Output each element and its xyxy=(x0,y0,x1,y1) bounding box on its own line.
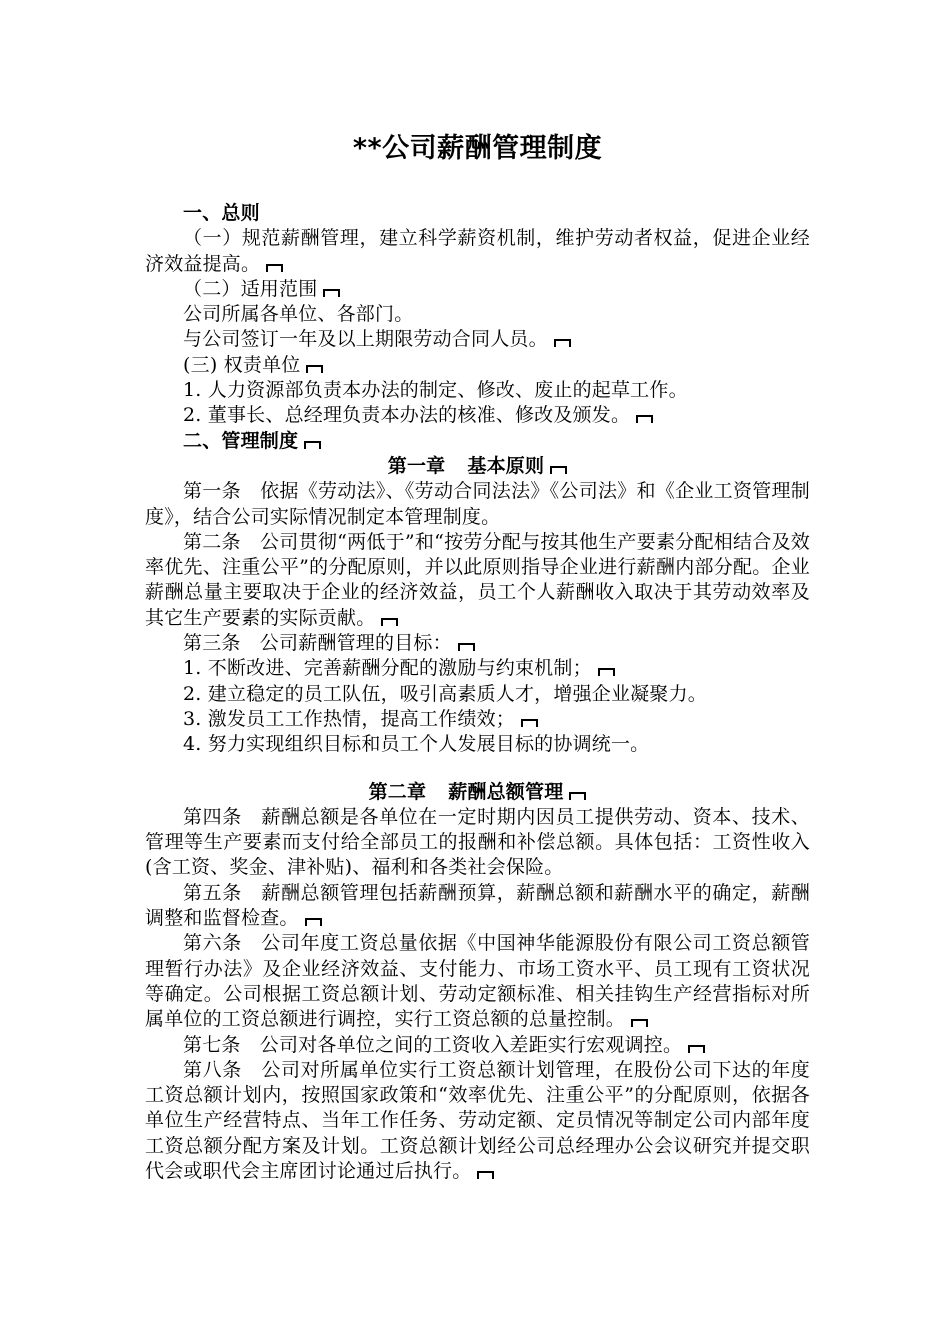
list-item: 2. 建立稳定的员工队伍，吸引高素质人才，增强企业凝聚力。 xyxy=(183,682,707,705)
article: 第七条 公司对各单位之间的工资收入差距实行宏观调控。 xyxy=(145,1033,810,1058)
paragraph-mark-icon xyxy=(477,1171,494,1179)
list-item: 3. 激发员工工作热情，提高工作绩效； xyxy=(145,707,810,732)
paragraph-mark-icon xyxy=(266,264,283,272)
paragraph-mark-icon xyxy=(304,441,321,449)
paragraph: （二）适用范围 xyxy=(145,277,810,302)
list-item: 1. 人力资源部负责本办法的制定、修改、废止的起草工作。 xyxy=(183,379,688,402)
section-heading-management: 二、管理制度 xyxy=(145,429,810,454)
paragraph-mark-icon xyxy=(598,668,615,676)
document-title: **公司薪酬管理制度 xyxy=(352,133,603,164)
paragraph-mark-icon xyxy=(550,466,567,474)
paragraph: （一）规范薪酬管理，建立科学薪资机制，维护劳动者权益，促进企业经济效益提高。 xyxy=(145,227,810,275)
paragraph-mark-icon xyxy=(306,365,323,373)
list-item: 4. 努力实现组织目标和员工个人发展目标的协调统一。 xyxy=(183,733,650,756)
paragraph-mark-icon xyxy=(636,415,653,423)
paragraph-mark-icon xyxy=(381,618,398,626)
article: 第五条 薪酬总额管理包括薪酬预算，薪酬总额和薪酬水平的确定，薪酬调整和监督检查。 xyxy=(145,881,810,930)
paragraph-mark-icon xyxy=(521,719,538,727)
document-body xyxy=(145,201,810,1184)
paragraph-mark-icon xyxy=(323,289,340,297)
article: 第六条 公司年度工资总量依据《中国神华能源股份有限公司工资总额管理暂行办法》及企业经济效益、支付能力、市场工资水平、员工现有工资状况等确定。公司根据工资总额计划、劳动定额标准、相关挂钩生产经营指标对所属单位的工资总额进行调控，实行工资总额的总量控制。 xyxy=(145,932,810,1031)
list-item: 2. 董事长、总经理负责本办法的核准、修改及颁发。 xyxy=(145,403,810,428)
section-heading-general: 一、总则 xyxy=(183,202,260,224)
paragraph-mark-icon xyxy=(305,918,322,926)
chapter-heading-1: 第一章 基本原则 xyxy=(145,454,810,479)
paragraph-mark-icon xyxy=(631,1019,648,1027)
article: 第三条 公司薪酬管理的目标： xyxy=(145,631,810,656)
paragraph-mark-icon xyxy=(569,792,586,800)
list-item: 1. 不断改进、完善薪酬分配的激励与约束机制； xyxy=(145,656,810,681)
paragraph: 与公司签订一年及以上期限劳动合同人员。 xyxy=(145,327,810,352)
paragraph: (三) 权责单位 xyxy=(145,353,810,378)
article: 第四条 薪酬总额是各单位在一定时期内因员工提供劳动、资本、技术、管理等生产要素而支付给全部员工的报酬和补偿总额。具体包括：工资性收入(含工资、奖金、津补贴)、福利和各类社会保险。 xyxy=(145,805,810,879)
paragraph-mark-icon xyxy=(458,643,475,651)
paragraph: 公司所属各单位、各部门。 xyxy=(183,303,414,326)
article: 第二条 公司贯彻“两低于”和“按劳分配与按其他生产要素分配相结合及效率优先、注重公平”的分配原则，并以此原则指导企业进行薪酬内部分配。企业薪酬总量主要取决于企业的经济效益，员工个人薪酬收入取决于其劳动效率及其它生产要素的实际贡献。 xyxy=(145,530,810,629)
article: 第一条 依据《劳动法》、《劳动合同法法》《公司法》和《企业工资管理制度》，结合公司实际情况制定本管理制度。 xyxy=(145,480,810,528)
chapter-heading-2: 第二章 薪酬总额管理 xyxy=(145,780,810,805)
paragraph-mark-icon xyxy=(688,1045,705,1053)
article: 第八条 公司对所属单位实行工资总额计划管理，在股份公司下达的年度工资总额计划内，按照国家政策和“效率优先、注重公平”的分配原则，依据各单位生产经营特点、当年工作任务、劳动定额、定员情况等制定公司内部年度工资总额分配方案及计划。工资总额计划经公司总经理办公会议研究并提交职代会或职代会主席团讨论通过后执行。 xyxy=(145,1058,810,1182)
paragraph-mark-icon xyxy=(554,339,571,347)
